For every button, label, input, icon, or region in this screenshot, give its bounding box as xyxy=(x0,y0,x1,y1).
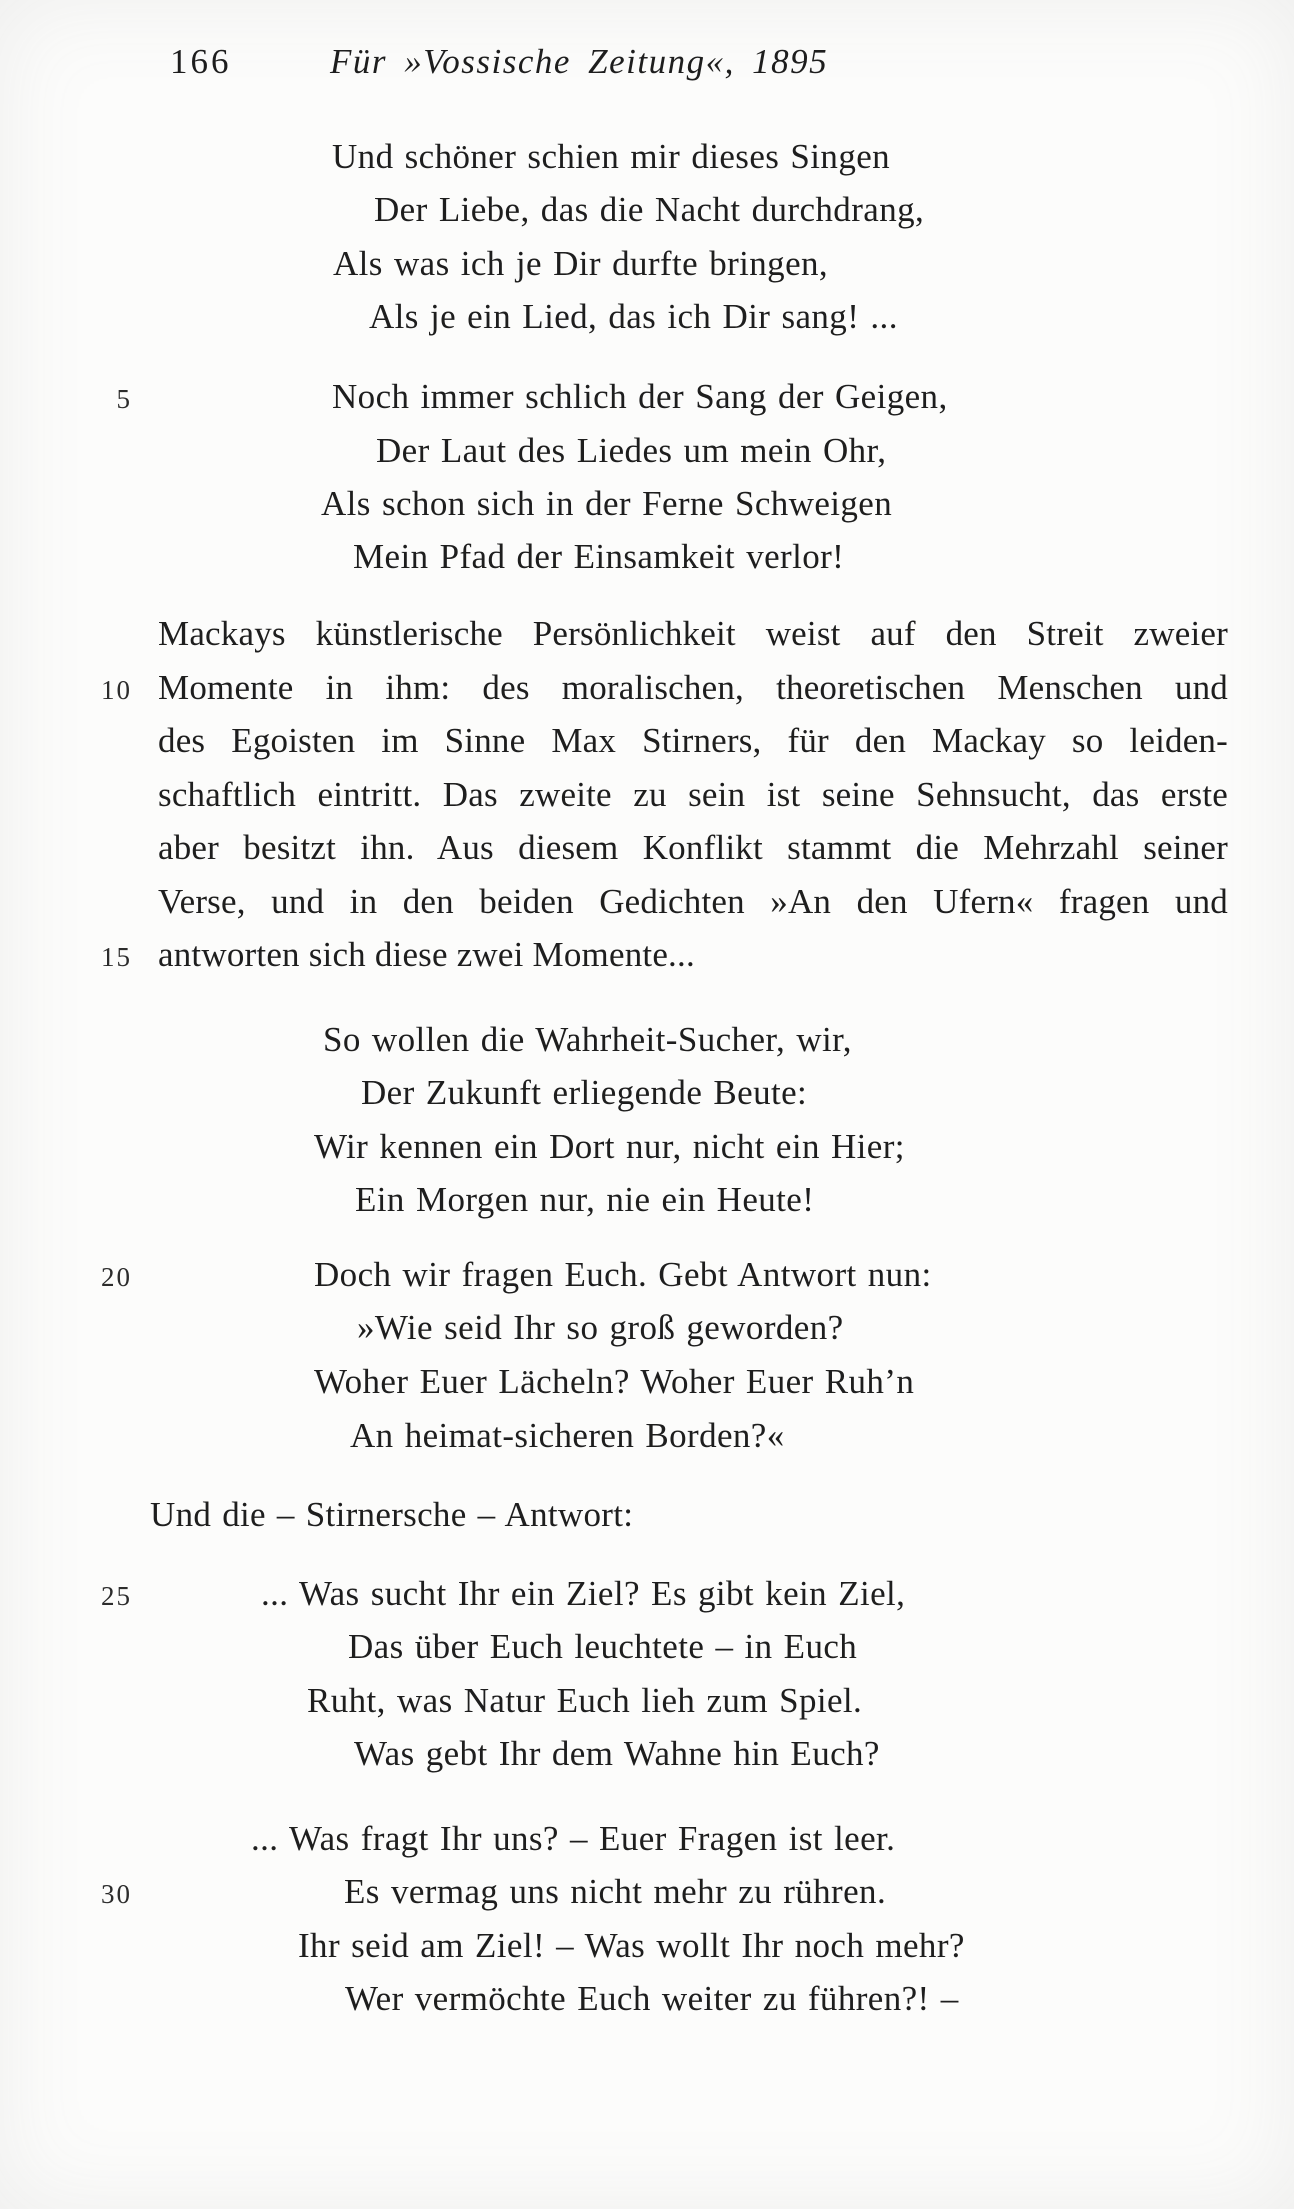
verse-line: Mein Pfad der Einsamkeit verlor! xyxy=(353,537,845,576)
line-number-25: 25 xyxy=(101,1581,132,1611)
verse-line: Und schöner schien mir dieses Singen xyxy=(332,137,891,176)
line-number-5: 5 xyxy=(116,384,132,414)
commentary-line: Und die – Stirnersche – Antwort: xyxy=(150,1495,634,1534)
verse-line: Das über Euch leuchtete – in Euch xyxy=(348,1627,858,1666)
verse-line: Der Laut des Liedes um mein Ohr, xyxy=(376,431,887,470)
verse-line: »Wie seid Ihr so groß geworden? xyxy=(357,1308,844,1347)
verse-line: Wir kennen ein Dort nur, nicht ein Hier; xyxy=(314,1127,905,1166)
verse-line: Als schon sich in der Ferne Schweigen xyxy=(321,484,893,523)
verse-line: Es vermag uns nicht mehr zu rühren. xyxy=(344,1872,887,1911)
line-number-30: 30 xyxy=(101,1879,132,1909)
verse-line: Ein Morgen nur, nie ein Heute! xyxy=(355,1180,815,1219)
verse-line: So wollen die Wahrheit-Sucher, wir, xyxy=(323,1020,852,1059)
verse-line: Als je ein Lied, das ich Dir sang! ... xyxy=(369,297,898,336)
prose-line: schaftlich eintritt. Das zweite zu sein ist seine Sehnsucht, das erste xyxy=(158,774,1228,814)
line-number-10: 10 xyxy=(101,675,132,705)
prose-line: Verse, und in den beiden Gedichten »An den Ufern« fragen und xyxy=(158,881,1228,921)
verse-line: Wer vermöchte Euch weiter zu führen?! – xyxy=(345,1979,959,2018)
verse-line: ... Was sucht Ihr ein Ziel? Es gibt kein Ziel, xyxy=(261,1574,906,1613)
running-title: Für »Vossische Zeitung«, 1895 xyxy=(330,42,829,81)
verse-line: Woher Euer Lächeln? Woher Euer Ruh’n xyxy=(314,1362,915,1401)
verse-line: Ihr seid am Ziel! – Was wollt Ihr noch mehr? xyxy=(298,1926,965,1965)
verse-line: An heimat-sicheren Borden?« xyxy=(350,1416,785,1455)
verse-line: Doch wir fragen Euch. Gebt Antwort nun: xyxy=(314,1255,932,1294)
prose-line: des Egoisten im Sinne Max Stirners, für den Mackay so leiden- xyxy=(158,721,1228,760)
verse-line: Ruht, was Natur Euch lieh zum Spiel. xyxy=(307,1681,863,1720)
verse-line: Als was ich je Dir durfte bringen, xyxy=(333,244,829,283)
verse-line: Was gebt Ihr dem Wahne hin Euch? xyxy=(354,1734,880,1773)
verse-line: Noch immer schlich der Sang der Geigen, xyxy=(332,377,948,416)
commentary-paragraph xyxy=(158,607,1228,982)
page-number: 166 xyxy=(170,42,232,81)
line-number-15: 15 xyxy=(101,942,132,972)
prose-line: Mackays künstlerische Persönlichkeit weist auf den Streit zweier xyxy=(158,614,1228,653)
prose-line: antworten sich diese zwei Momente... xyxy=(158,935,695,974)
prose-line: aber besitzt ihn. Aus diesem Konflikt stammt die Mehrzahl seiner xyxy=(158,828,1228,867)
verse-line: ... Was fragt Ihr uns? – Euer Fragen ist leer. xyxy=(251,1819,896,1858)
verse-line: Der Zukunft erliegende Beute: xyxy=(361,1073,808,1112)
prose-line: Momente in ihm: des moralischen, theoretischen Menschen und xyxy=(158,667,1228,707)
verse-line: Der Liebe, das die Nacht durchdrang, xyxy=(374,190,925,229)
line-number-20: 20 xyxy=(101,1262,132,1292)
